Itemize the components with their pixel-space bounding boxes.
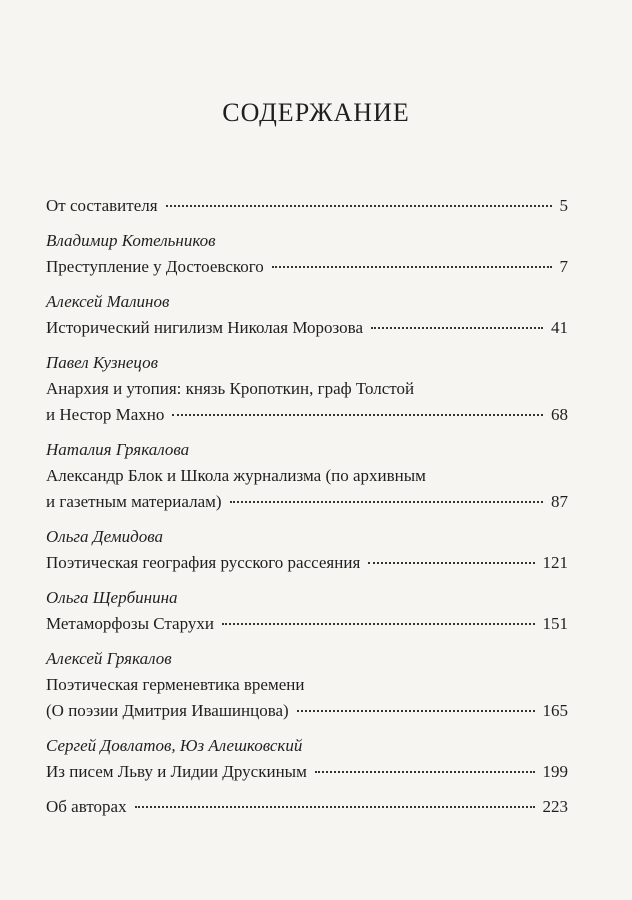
toc-author: Сергей Довлатов, Юз Алешковский	[46, 736, 303, 755]
toc-title-line	[46, 254, 568, 280]
toc-title-text: От составителя	[46, 196, 158, 215]
dot-leader	[135, 806, 535, 808]
toc-title-line	[46, 489, 568, 515]
toc-title-line	[46, 463, 568, 489]
dot-leader	[297, 710, 535, 712]
toc-title-text: Александр Блок и Школа журнализма (по архивным	[46, 466, 426, 485]
toc-page-number: 121	[542, 553, 568, 572]
toc-title-text: и газетным материалам)	[46, 492, 222, 511]
toc-author: Алексей Грякалов	[46, 649, 172, 668]
toc-page-number: 151	[542, 614, 568, 633]
toc-entry	[46, 289, 568, 341]
toc-title-line	[46, 193, 568, 219]
toc-page-number: 68	[551, 405, 568, 424]
toc-title-text: Из писем Льву и Лидии Друскиным	[46, 762, 307, 781]
toc-entry	[46, 228, 568, 280]
toc-title-line	[46, 550, 568, 576]
toc-author: Павел Кузнецов	[46, 353, 159, 372]
toc-title-text: Поэтическая география русского рассеяния	[46, 553, 361, 572]
toc-page-number: 87	[551, 492, 568, 511]
toc-title-line	[46, 376, 568, 402]
toc-title-text: и Нестор Махно	[46, 405, 165, 424]
toc-author: Владимир Котельников	[46, 231, 216, 250]
toc-page-number: 41	[551, 318, 568, 337]
toc-entry	[46, 585, 568, 637]
toc-title-line	[46, 402, 568, 428]
toc-title-text: (О поэзии Дмитрия Ивашинцова)	[46, 701, 289, 720]
toc-author: Ольга Демидова	[46, 527, 163, 546]
toc-entry	[46, 794, 568, 820]
dot-leader	[272, 266, 552, 268]
toc-entry	[46, 524, 568, 576]
toc-author: Алексей Малинов	[46, 292, 170, 311]
dot-leader	[230, 501, 543, 503]
toc-title-line	[46, 315, 568, 341]
dot-leader	[315, 771, 535, 773]
toc-entry	[46, 193, 568, 219]
toc-author: Ольга Щербинина	[46, 588, 178, 607]
toc-title-text: Поэтическая герменевтика времени	[46, 675, 305, 694]
toc-entry	[46, 350, 568, 428]
toc-title-line	[46, 794, 568, 820]
dot-leader	[371, 327, 543, 329]
toc-page-number: 5	[559, 196, 568, 215]
toc-author: Наталия Грякалова	[46, 440, 190, 459]
toc-page-number: 7	[559, 257, 568, 276]
toc-title-text: Об авторах	[46, 797, 127, 816]
dot-leader	[172, 414, 543, 416]
dot-leader	[368, 562, 534, 564]
toc-page-number: 165	[542, 701, 568, 720]
dot-leader	[166, 205, 552, 207]
toc-page-number: 199	[542, 762, 568, 781]
toc-entry	[46, 733, 568, 785]
toc-page-number: 223	[542, 797, 568, 816]
dot-leader	[222, 623, 535, 625]
page-title: СОДЕРЖАНИЕ	[222, 98, 410, 127]
toc-entry	[46, 437, 568, 515]
toc-title-line	[46, 672, 568, 698]
toc-title-line	[46, 759, 568, 785]
toc-title-text: Преступление у Достоевского	[46, 257, 264, 276]
toc-title-line	[46, 611, 568, 637]
toc-title-line	[46, 698, 568, 724]
toc-entry	[46, 646, 568, 724]
table-of-contents	[46, 193, 568, 829]
toc-title-text: Метаморфозы Старухи	[46, 614, 214, 633]
toc-title-text: Исторический нигилизм Николая Морозова	[46, 318, 364, 337]
toc-title-text: Анархия и утопия: князь Кропоткин, граф Толстой	[46, 379, 415, 398]
